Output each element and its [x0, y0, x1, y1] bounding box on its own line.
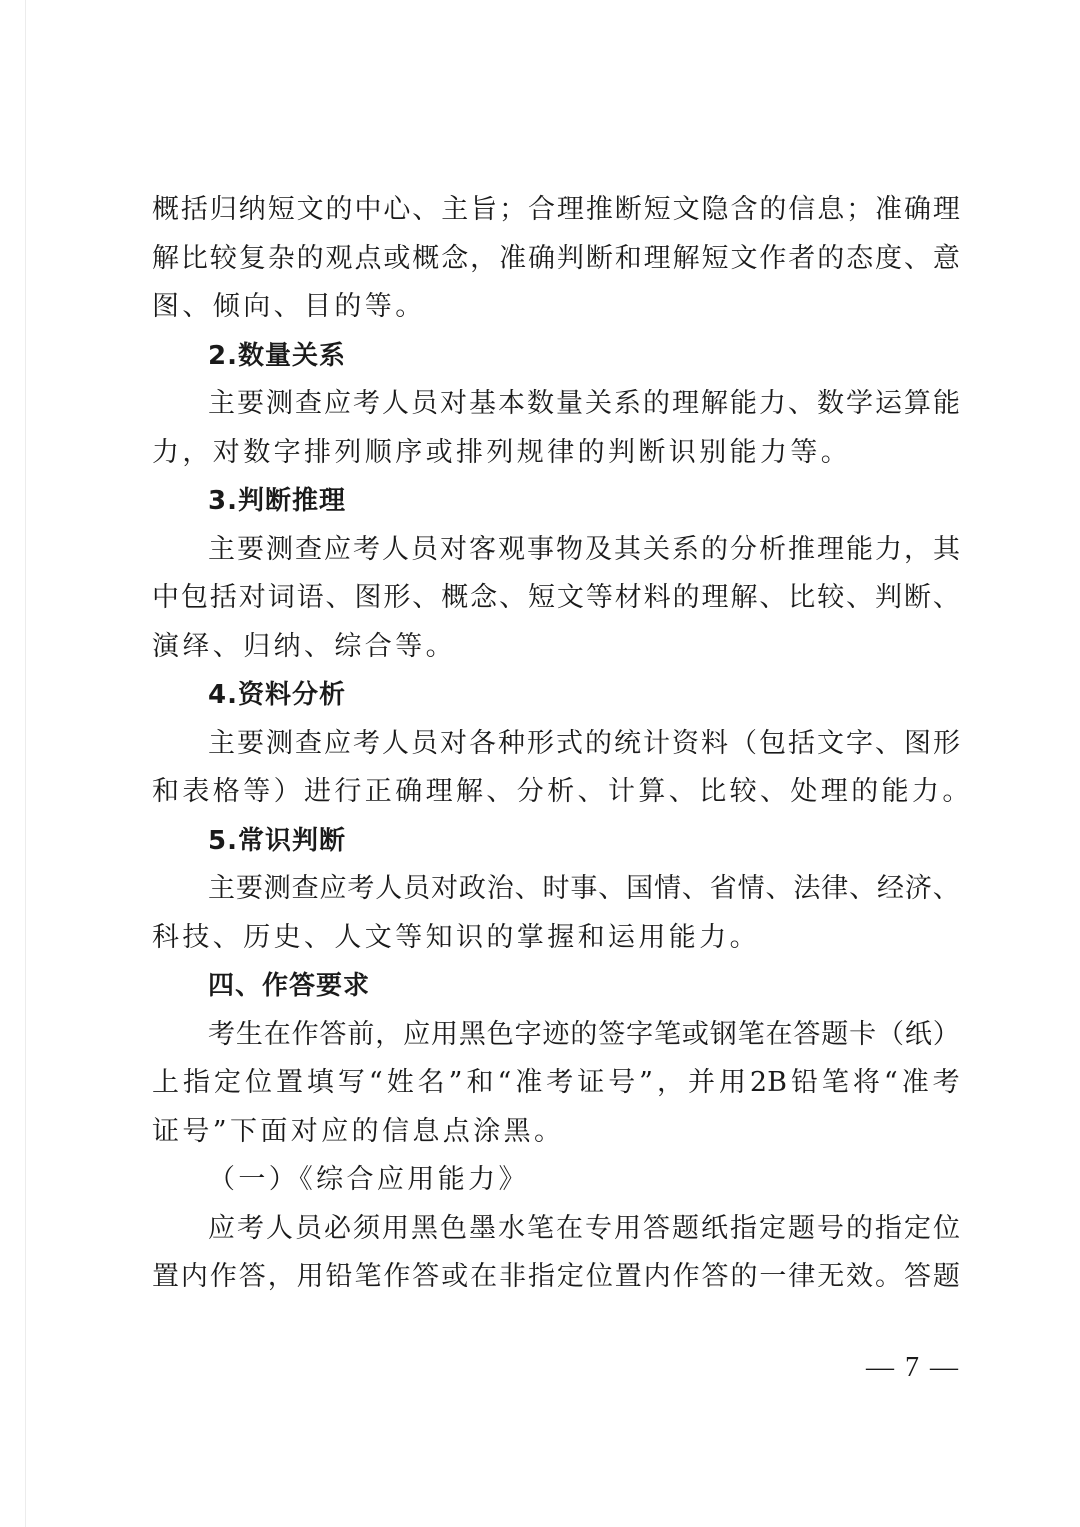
document-body — [152, 186, 973, 1302]
body-line: 图、倾向、目的等。 — [152, 291, 426, 322]
body-line: 力，对数字排列顺序或排列规律的判断识别能力等。 — [152, 436, 852, 468]
section-heading: 4.资料分析 — [208, 680, 346, 710]
body-line: （一）《综合应用能力》 — [208, 1164, 529, 1195]
section-heading: 2.数量关系 — [208, 340, 346, 371]
body-line: 证号”下面对应的信息点涂黑。 — [152, 1115, 565, 1147]
body-line: 演绎、归纳、综合等。 — [152, 630, 456, 662]
body-line: 科技、历史、人文等知识的掌握和运用能力。 — [152, 921, 760, 953]
body-line: 主 要 测 查 应 考 人 员 对 基 本 数 量 关 系 的 理 解 能 力 、 数 学 运 算 能 — [208, 388, 960, 419]
page-number: — 7 — — [866, 1352, 960, 1383]
body-line: 上 指 定 位 置 填 写 “ 姓 名 ” 和 “ 准 考 证 号 ” ， 并 用 2B 铅 笔 将 “ 准 考 — [152, 1067, 960, 1098]
section-heading: 3.判断推理 — [208, 486, 346, 516]
body-line: 主 要 测 查 应 考 人 员 对 各 种 形 式 的 统 计 资 料 （ 包 括 文 字 、 图 形 — [208, 727, 960, 759]
body-line: 考 生 在 作 答 前 ， 应 用 黑 色 字 迹 的 签 字 笔 或 钢 笔 在 答 题 卡 （ 纸 ） — [208, 1018, 960, 1050]
section-heading: 5.常识判断 — [208, 825, 346, 856]
section-heading: 四、作答要求 — [208, 971, 371, 1001]
body-line: 概 括 归 纳 短 文 的 中 心 、 主 旨 ； 合 理 推 断 短 文 隐 含 的 信 息 ； 准 确 理 — [152, 194, 960, 225]
body-line: 置 内 作 答 ， 用 铅 笔 作 答 或 在 非 指 定 位 置 内 作 答 的 一 律 无 效 。 答 题 — [152, 1261, 960, 1292]
body-line: 解 比 较 复 杂 的 观 点 或 概 念 ， 准 确 判 断 和 理 解 短 文 作 者 的 态 度 、 意 — [152, 242, 960, 274]
body-line: 主 要 测 查 应 考 人 员 对 政 治 、 时 事 、 国 情 、 省 情 、 法 律 、 经 济 、 — [208, 873, 960, 904]
body-line: 应 考 人 员 必 须 用 黑 色 墨 水 笔 在 专 用 答 题 纸 指 定 题 号 的 指 定 位 — [208, 1212, 960, 1244]
body-line: 和表格等）进行正确理解、分析、计算、比较、处理的能力。 — [152, 776, 973, 807]
body-line: 主 要 测 查 应 考 人 员 对 客 观 事 物 及 其 关 系 的 分 析 推 理 能 力 ， 其 — [208, 533, 960, 565]
body-line: 中 包 括 对 词 语 、 图 形 、 概 念 、 短 文 等 材 料 的 理 解 、 比 较 、 判 断 、 — [152, 582, 960, 613]
scan-edge-mark — [25, 0, 26, 1527]
